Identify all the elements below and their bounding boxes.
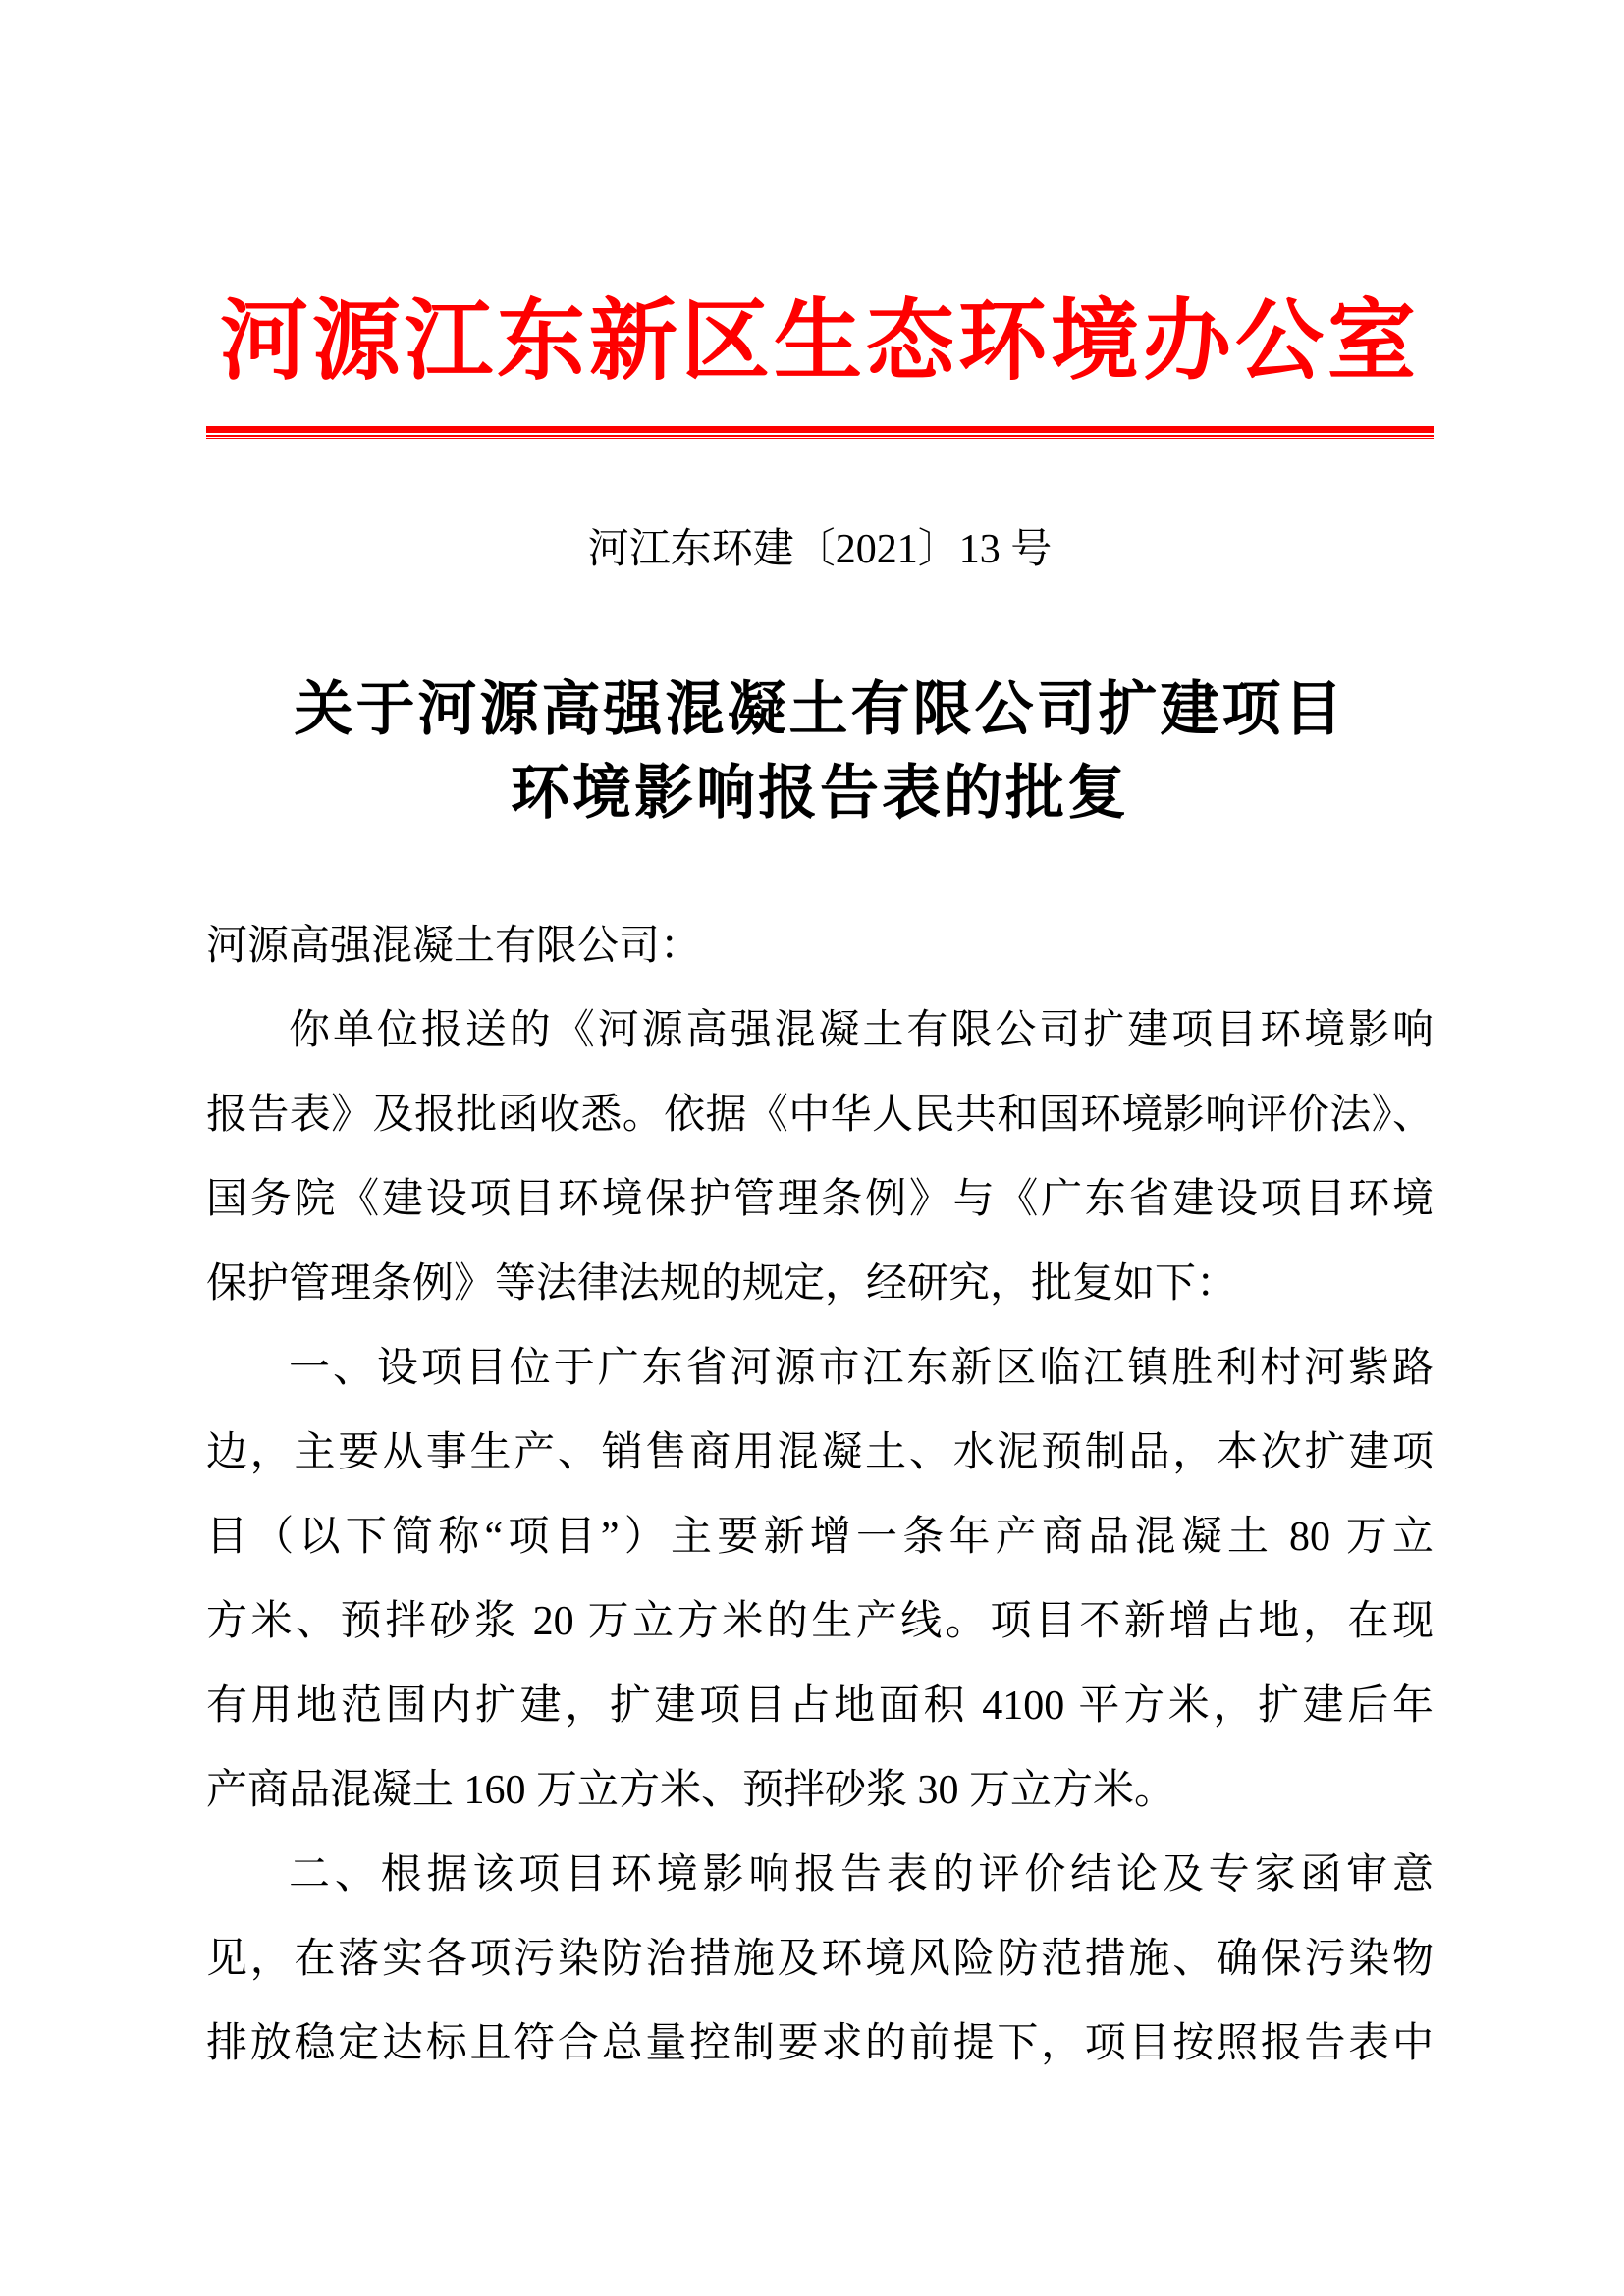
body-line: 目（以下简称“项目”）主要新增一条年产商品混凝土 80 万立 [206,1515,1434,1560]
body-line: 河源高强混凝土有限公司： [206,924,702,969]
body-line: 方米、预拌砂浆 20 万立方米的生产线。项目不新增占地，在现 [206,1599,1434,1644]
letterhead-office-name: 河源江东新区生态环境办公室 [220,293,1420,391]
body-line: 国务院《建设项目环境保护管理条例》与《广东省建设项目环境 [206,1177,1434,1222]
body-line: 产商品混凝土 160 万立方米、预拌砂浆 30 万立方米。 [206,1768,1176,1813]
letterhead-red-rule [206,426,1434,439]
document-title [206,668,1434,835]
document-title-line-2: 环境影响报告表的批复 [511,761,1129,826]
body-line: 保护管理条例》等法律法规的规定，经研究，批复如下： [206,1261,1238,1307]
body-line: 有用地范围内扩建，扩建项目占地面积 4100 平方米，扩建后年 [206,1683,1434,1729]
document-number: 河江东环建〔2021〕13 号 [587,527,1053,572]
body-line: 排放稳定达标且符合总量控制要求的前提下，项目按照报告表中 [206,2021,1434,2066]
body-text [206,904,1434,2086]
body-line: 你单位报送的《河源高强混凝土有限公司扩建项目环境影响 [289,1008,1434,1053]
document-title-line-1: 关于河源高强混凝土有限公司扩建项目 [294,677,1346,742]
body-line: 二、根据该项目环境影响报告表的评价结论及专家函审意 [289,1852,1434,1897]
body-line: 边，主要从事生产、销售商用混凝土、水泥预制品，本次扩建项 [206,1430,1434,1475]
body-line: 一、设项目位于广东省河源市江东新区临江镇胜利村河紫路 [289,1346,1434,1391]
body-line: 见，在落实各项污染防治措施及环境风险防范措施、确保污染物 [206,1937,1434,1982]
body-line: 报告表》及报批函收悉。依据《中华人民共和国环境影响评价法》、 [206,1093,1434,1138]
